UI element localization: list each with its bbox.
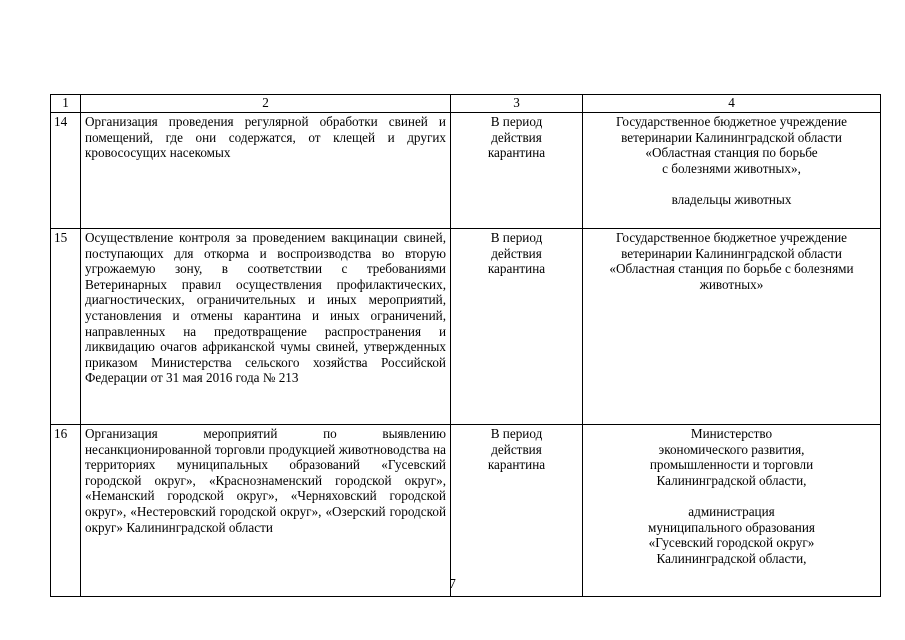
- responsible-line: Государственное бюджетное учреждение: [615, 114, 848, 129]
- responsible-line: с болезнями животных»,: [662, 160, 801, 176]
- responsible-line: животных»: [699, 276, 764, 292]
- term-cell: [451, 113, 583, 229]
- table-row: [51, 425, 881, 597]
- header-cell-4: 4: [583, 95, 881, 113]
- responsible-line: «Областная станция по борьбе: [645, 145, 818, 161]
- measures-table: [50, 94, 881, 597]
- term-line: действия: [491, 245, 542, 261]
- measure-text: Организация мероприятий по выявлению несанкционированной торговли продукцией животноводства на территориях муниципальных образований «Гусевский городской округ», «Краснознаменский городской округ», «Неманский городской округ», «Черняховский городской округ», «Нестеровский городской округ», «Озерский городской округ» Калининградской области: [81, 425, 451, 597]
- responsible-spacer: [587, 488, 876, 504]
- responsible-line: промышленности и торговли: [649, 457, 814, 473]
- term-line: карантина: [487, 261, 546, 277]
- responsible-cell: [583, 229, 881, 425]
- measure-text: Осуществление контроля за проведением вакцинации свиней, поступающих для откорма и воспроизводства во вторую угрожаемую зону, в соответствии с требованиями Ветеринарных правил осуществления профилактических, диагностических, ограничительных и иных мероприятий, установления и отмены карантина и иных ограничений, направленных на предотвращение распространения и ликвидацию очагов африканской чумы свиней, утвержденных приказом Министерства сельского хозяйства Российской Федерации от 31 мая 2016 года № 213: [81, 229, 451, 425]
- term-line: действия: [491, 129, 542, 145]
- term-cell: [451, 425, 583, 597]
- measure-text: Организация проведения регулярной обработки свиней и помещений, где они содержатся, от клещей и других кровососущих насекомых: [81, 113, 451, 229]
- term-line: действия: [491, 441, 542, 457]
- responsible-line: Калининградской области,: [656, 472, 807, 488]
- responsible-line: «Гусевский городской округ»: [648, 535, 815, 551]
- responsible-line: ветеринарии Калининградской области: [621, 129, 842, 145]
- responsible-line: Министерство: [690, 426, 773, 441]
- page-number: 7: [449, 576, 456, 591]
- row-number: 14: [51, 113, 81, 229]
- responsible-line: Государственное бюджетное учреждение: [615, 230, 848, 245]
- table-row: [51, 229, 881, 425]
- responsible-line: «Областная станция по борьбе с болезнями: [609, 261, 854, 277]
- row-number: 16: [51, 425, 81, 597]
- header-cell-3: 3: [451, 95, 583, 113]
- term-line: карантина: [487, 457, 546, 473]
- responsible-spacer: [587, 176, 876, 192]
- table-row: [51, 113, 881, 229]
- responsible-line: ветеринарии Калининградской области: [621, 245, 842, 261]
- responsible-cell: [583, 113, 881, 229]
- term-line: В период: [490, 114, 543, 129]
- header-cell-2: 2: [81, 95, 451, 113]
- responsible-line: экономического развития,: [658, 441, 805, 457]
- row-number: 15: [51, 229, 81, 425]
- term-line: карантина: [487, 145, 546, 161]
- term-line: В период: [490, 230, 543, 245]
- responsible-cell: [583, 425, 881, 597]
- responsible-line: администрация: [688, 503, 775, 519]
- table-header-row: [51, 95, 881, 113]
- responsible-line: Калининградской области,: [656, 550, 807, 566]
- term-cell: [451, 229, 583, 425]
- responsible-line: владельцы животных: [671, 191, 792, 207]
- responsible-line: муниципального образования: [648, 519, 815, 535]
- header-cell-1: 1: [51, 95, 81, 113]
- term-line: В период: [490, 426, 543, 441]
